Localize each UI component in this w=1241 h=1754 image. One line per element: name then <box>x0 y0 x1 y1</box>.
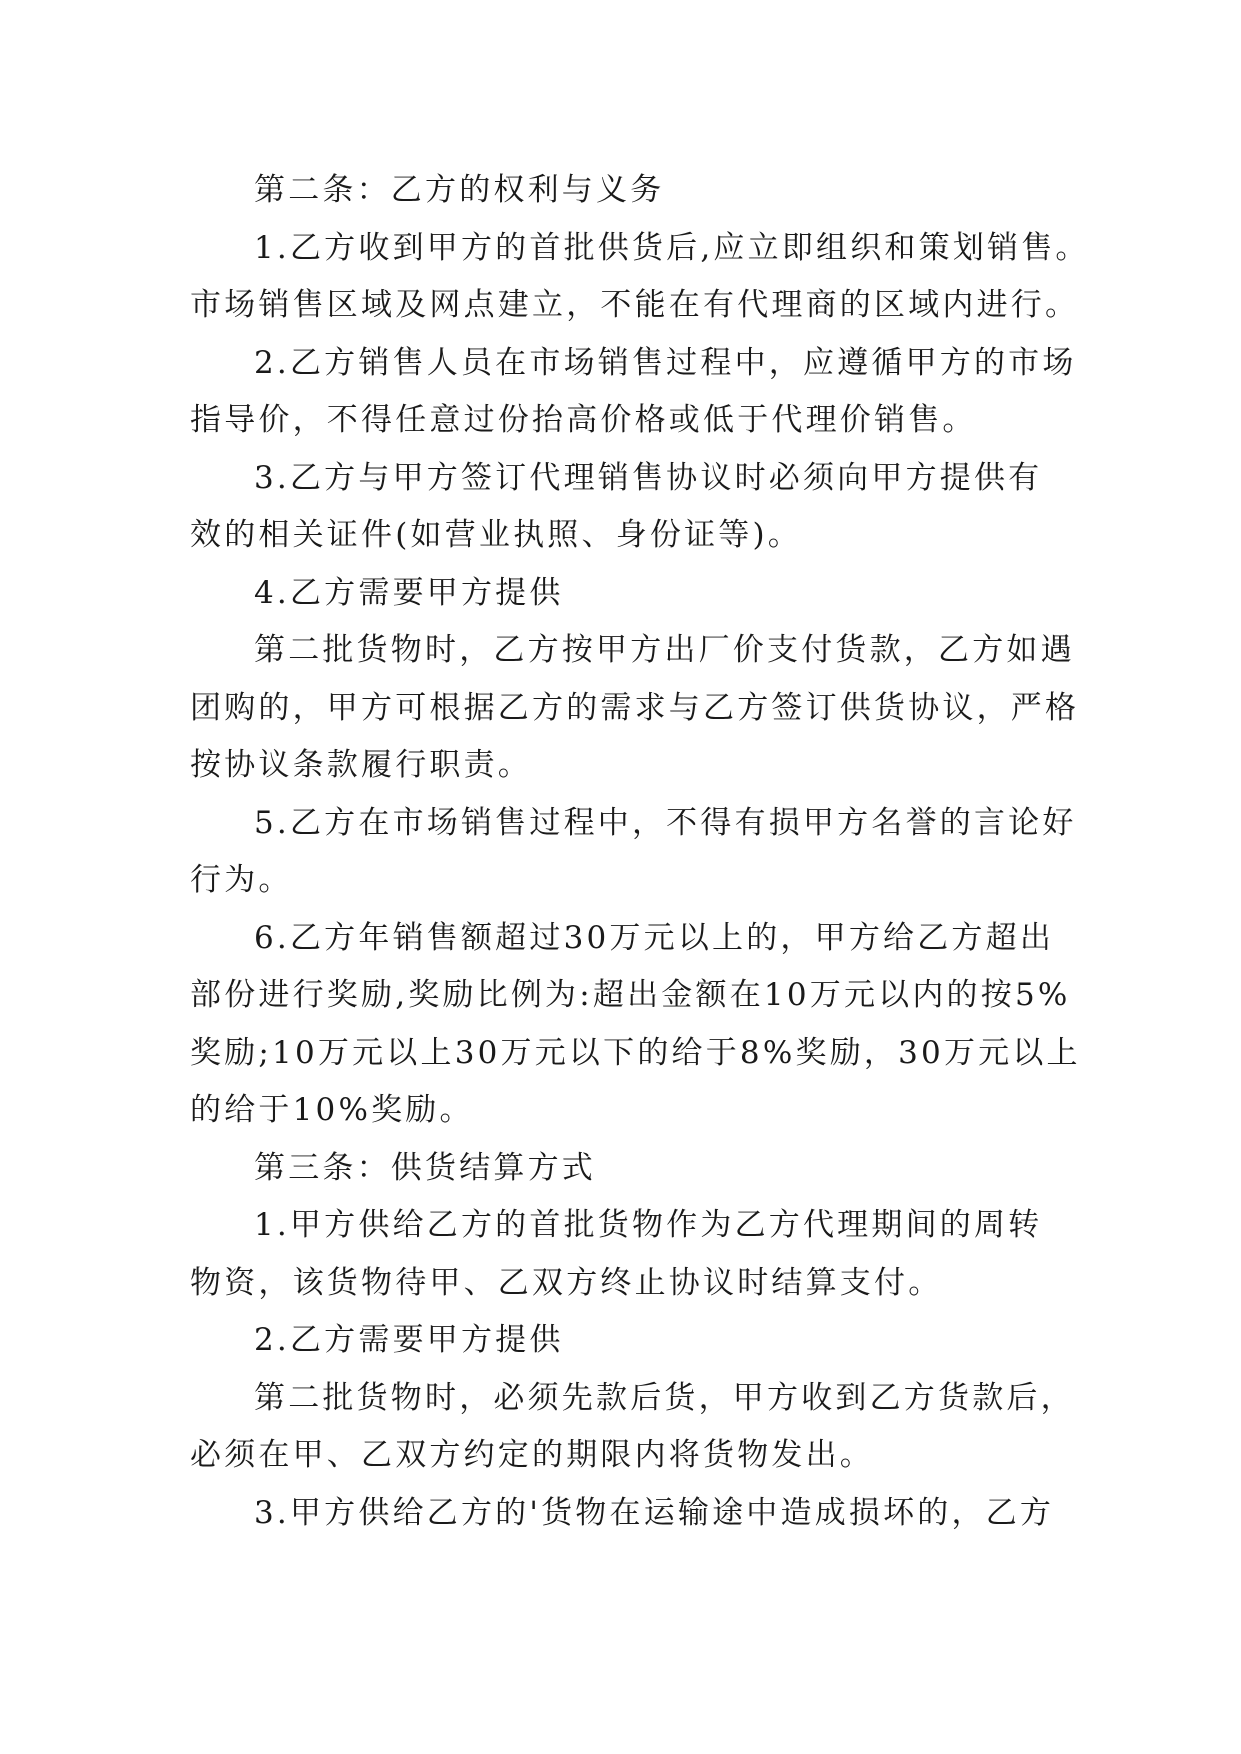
clause-2-5-line: 5.乙方在市场销售过程中，不得有损甲方名誉的言论好 <box>254 804 1077 841</box>
clause-2-4-line: 4.乙方需要甲方提供 <box>254 574 564 611</box>
clause-2-4-line: 按协议条款履行职责。 <box>190 747 532 783</box>
clause-3-2-line: 2.乙方需要甲方提供 <box>254 1322 564 1358</box>
clause-2-4-line: 第二批货物时，乙方按甲方出厂价支付货款，乙方如遇 <box>254 632 1075 668</box>
clause-2-3-line: 3.乙方与甲方签订代理销售协议时必须向甲方提供有 <box>254 459 1043 496</box>
document-body <box>190 162 1090 1542</box>
clause-3-2-line: 必须在甲、乙双方约定的期限内将货物发出。 <box>190 1437 874 1473</box>
clause-3-1-line: 1.甲方供给乙方的首批货物作为乙方代理期间的周转 <box>254 1207 1043 1243</box>
clause-3-2-line: 第二批货物时，必须先款后货，甲方收到乙方货款后， <box>254 1379 1075 1416</box>
clause-2-6-line: 奖励;10万元以上30万元以下的给于8%奖励，30万元以上 <box>190 1034 1081 1071</box>
clause-2-6-line: 部份进行奖励,奖励比例为:超出金额在10万元以内的按5% <box>190 977 1071 1013</box>
clause-2-2-line: 指导价，不得任意过份抬高价格或低于代理价销售。 <box>190 402 977 438</box>
section-heading-2: 第二条：乙方的权利与义务 <box>254 172 665 208</box>
clause-2-4-line: 团购的，甲方可根据乙方的需求与乙方签订供货协议，严格 <box>190 689 1080 726</box>
clause-2-5-line: 行为。 <box>190 862 293 898</box>
clause-3-3-line: 3.甲方供给乙方的'货物在运输途中造成损坏的，乙方 <box>254 1494 1055 1531</box>
clause-2-6-line: 的给于10%奖励。 <box>190 1092 474 1128</box>
clause-2-2-line: 2.乙方销售人员在市场销售过程中，应遵循甲方的市场 <box>254 344 1077 381</box>
clause-3-1-line: 物资，该货物待甲、乙双方终止协议时结算支付。 <box>190 1264 943 1301</box>
section-heading-3: 第三条：供货结算方式 <box>254 1149 596 1186</box>
clause-2-3-line: 效的相关证件(如营业执照、身份证等)。 <box>190 517 802 553</box>
clause-2-6-line: 6.乙方年销售额超过30万元以上的，甲方给乙方超出 <box>254 919 1055 956</box>
clause-2-1-line: 市场销售区域及网点建立，不能在有代理商的区域内进行。 <box>190 287 1080 323</box>
clause-2-1-line: 1.乙方收到甲方的首批供货后,应立即组织和策划销售。 <box>254 229 1090 266</box>
